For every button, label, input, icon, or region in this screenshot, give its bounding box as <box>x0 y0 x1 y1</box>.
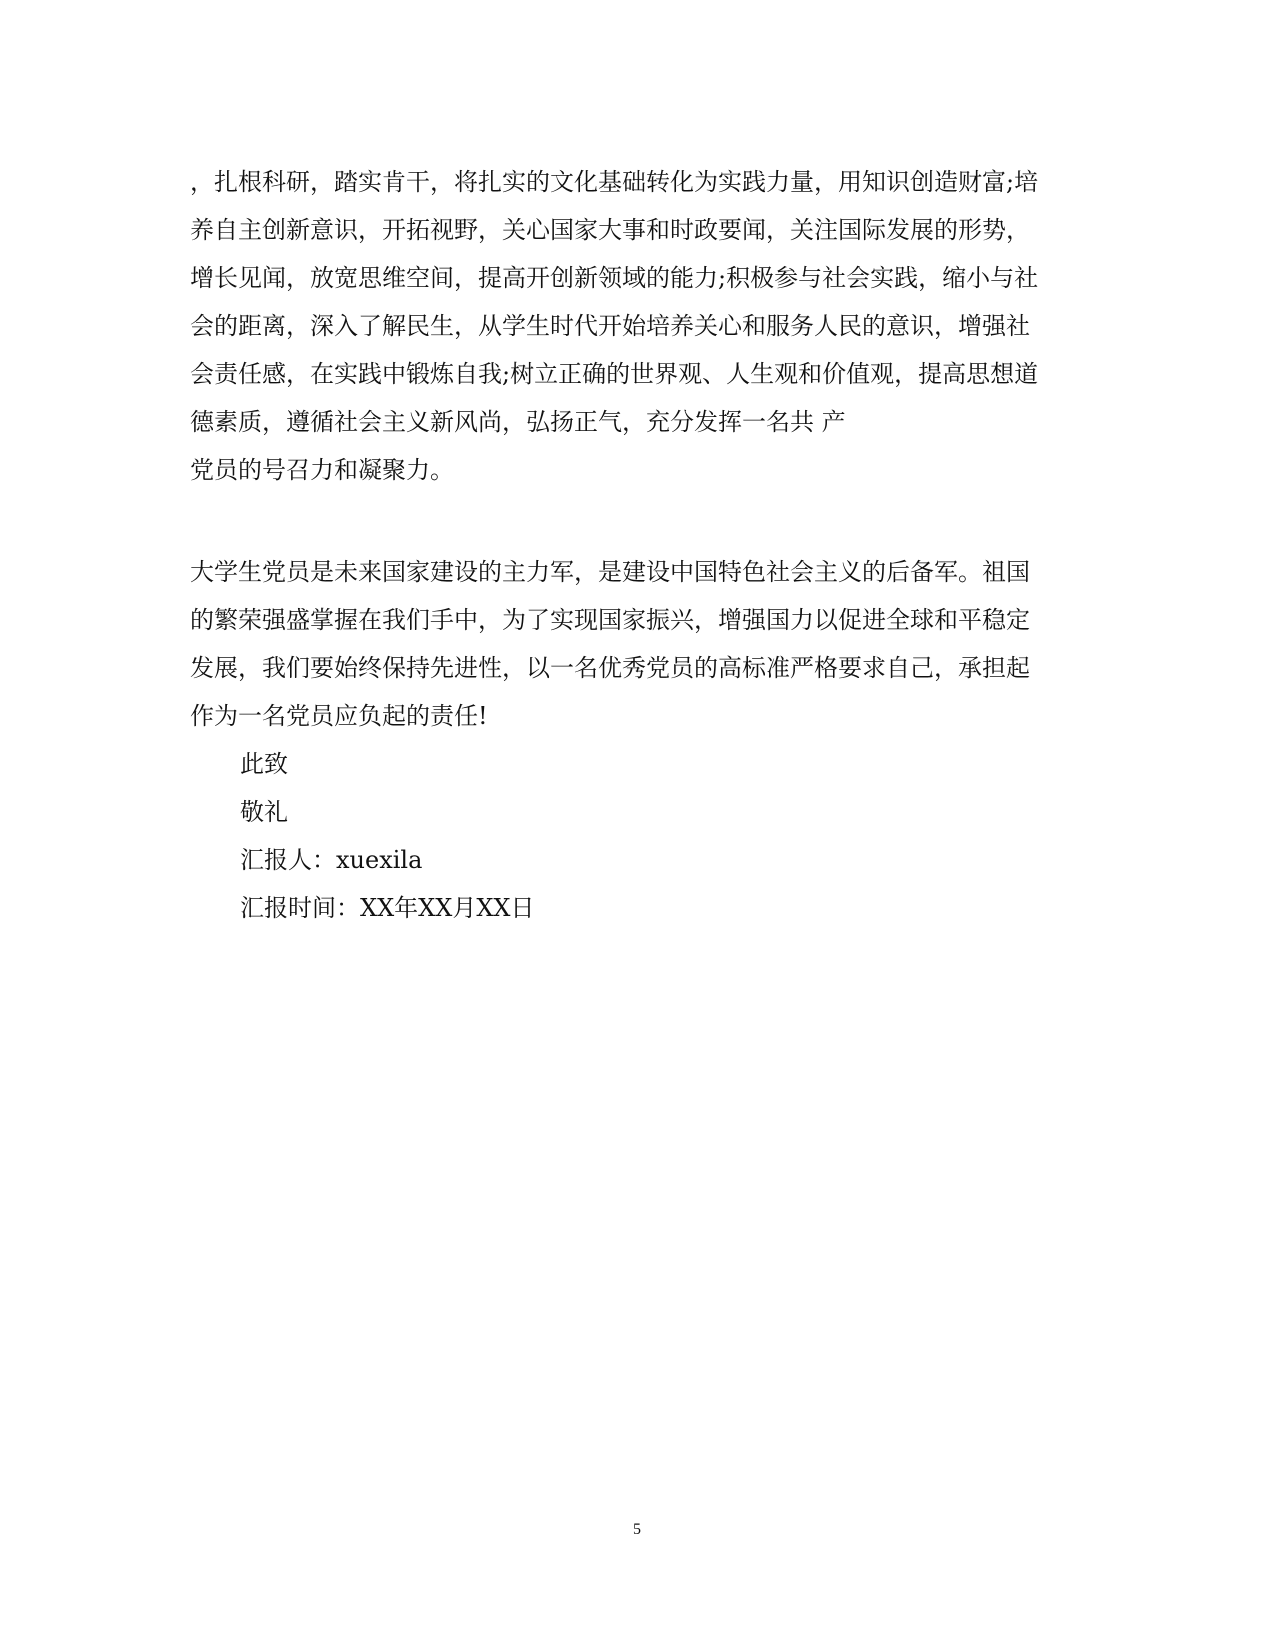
paragraph-line: 大学生党员是未来国家建设的主力军，是建设中国特色社会主义的后备军。祖国 <box>190 558 1030 586</box>
paragraph-line: 会的距离，深入了解民生，从学生时代开始培养关心和服务人民的意识，增强社 <box>190 312 1030 340</box>
paragraph-line: 德素质，遵循社会主义新风尚，弘扬正气，充分发挥一名共 产 <box>190 408 846 436</box>
paragraph-line: 作为一名党员应负起的责任! <box>190 702 488 730</box>
body-paragraph-2 <box>190 548 1090 740</box>
body-paragraph-1 <box>190 158 1090 494</box>
paragraph-line: 党员的号召力和凝聚力。 <box>190 456 454 484</box>
closing-salutation-1: 此致 <box>240 750 288 778</box>
paragraph-line: 养自主创新意识，开拓视野，关心国家大事和时政要闻，关注国际发展的形势， <box>190 216 1030 244</box>
paragraph-line: ，扎根科研，踏实肯干，将扎实的文化基础转化为实践力量，用知识创造财富;培 <box>190 168 1039 196</box>
paragraph-line: 的繁荣强盛掌握在我们手中，为了实现国家振兴，增强国力以促进全球和平稳定 <box>190 606 1030 634</box>
closing-salutation-2: 敬礼 <box>240 798 288 826</box>
report-time-line: 汇报时间：XX年XX月XX日 <box>240 894 535 922</box>
page-number: 5 <box>633 1521 641 1538</box>
paragraph-line: 增长见闻，放宽思维空间，提高开创新领域的能力;积极参与社会实践，缩小与社 <box>190 264 1039 292</box>
paragraph-line: 会责任感，在实践中锻炼自我;树立正确的世界观、人生观和价值观，提高思想道 <box>190 360 1039 388</box>
paragraph-line: 发展，我们要始终保持先进性，以一名优秀党员的高标准严格要求自己，承担起 <box>190 654 1030 682</box>
reporter-line: 汇报人：xuexila <box>240 846 423 874</box>
